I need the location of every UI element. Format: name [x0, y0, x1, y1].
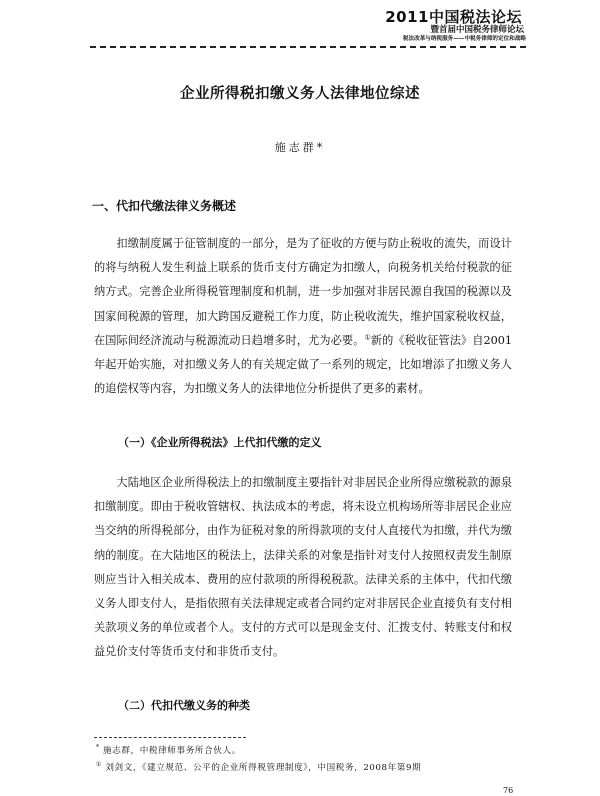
author-name: 施志群* [274, 141, 326, 154]
footnote-1-text: 施志群，中税律师事务所合伙人。 [102, 746, 241, 756]
header-forum-title: 2011中国税法论坛 [385, 8, 522, 26]
footnote-1-mark: * [96, 744, 100, 752]
footnote-2-mark: ① [96, 761, 102, 769]
section1-paragraph [94, 232, 512, 401]
subsection-heading-1: （一）《企业所得税法》上代扣代缴的定义 [118, 436, 322, 449]
header-rule [90, 46, 526, 48]
section-heading-1: 一、代扣代缴法律义务概述 [92, 199, 237, 213]
footnote-2-text: 刘剑文，《建立规范、公平的企业所得税管理制度》，中国税务，2008年第9期 [105, 763, 422, 773]
footnote-2 [96, 761, 421, 773]
paragraph-text-a: 扣缴制度属于征管制度的一部分，是为了征收的方便与防止税收的流失，而设计的将与纳税人发生利益上联系的货币支付方确定为扣缴人，向税务机关给付税款的征纳方式。完善企业所得税管理制度和机制，进一步加强对非居民源自我国的税源以及国家间税源的管理，加大跨国反避税工作力度，防止税收流失，维护国家税收权益，在国际间经济流动与税源流动日趋增多时，尤为必要。 [94, 237, 512, 347]
header-forum-theme: 税法改革与纳税服务——中税务律师的定位和战略 [402, 36, 526, 42]
article-title: 企业所得税扣缴义务人法律地位综述 [180, 85, 420, 102]
subsection-heading-2: （二）代扣代缴义务的种类 [118, 699, 250, 712]
paragraph-text-b: 新的《税收征管法》自2001年起开始实施，对扣缴义务人的有关规定做了一系列的规定，比如增添了扣缴义务人的追偿权等内容，为扣缴义务人的法律地位分析提供了更多的素材。 [94, 333, 512, 396]
footnote-divider [94, 737, 246, 738]
page-number: 76 [503, 786, 514, 795]
subsection1-paragraph: 大陆地区企业所得税法上的扣缴制度主要指针对非居民企业所得应缴税款的源泉扣缴制度。即由于税收管辖权、执法成本的考虑，将未设立机构场所等非居民企业应当交纳的所得税部分，由作为征税对象的所得款项的支付人直接代为扣缴，并代为缴纳的制度。在大陆地区的税法上，法律关系的对象是指针对支付人按照权责发生制原则应当计入相关成本、费用的应付款项的所得税税款。法律关系的主体中，代扣代缴义务人即支付人，是指依照有关法律规定或者合同约定对非居民企业直接负有支付相关款项义务的单位或者个人。支付的方式可以是现金支付、汇拨支付、转账支付和权益兑价支付等货币支付和非货币支付。 [94, 476, 512, 659]
footnote-1 [96, 744, 241, 756]
footnote-ref[interactable]: ① [364, 333, 371, 342]
header-forum-subtitle: 暨首届中国税务律师论坛 [430, 25, 524, 35]
